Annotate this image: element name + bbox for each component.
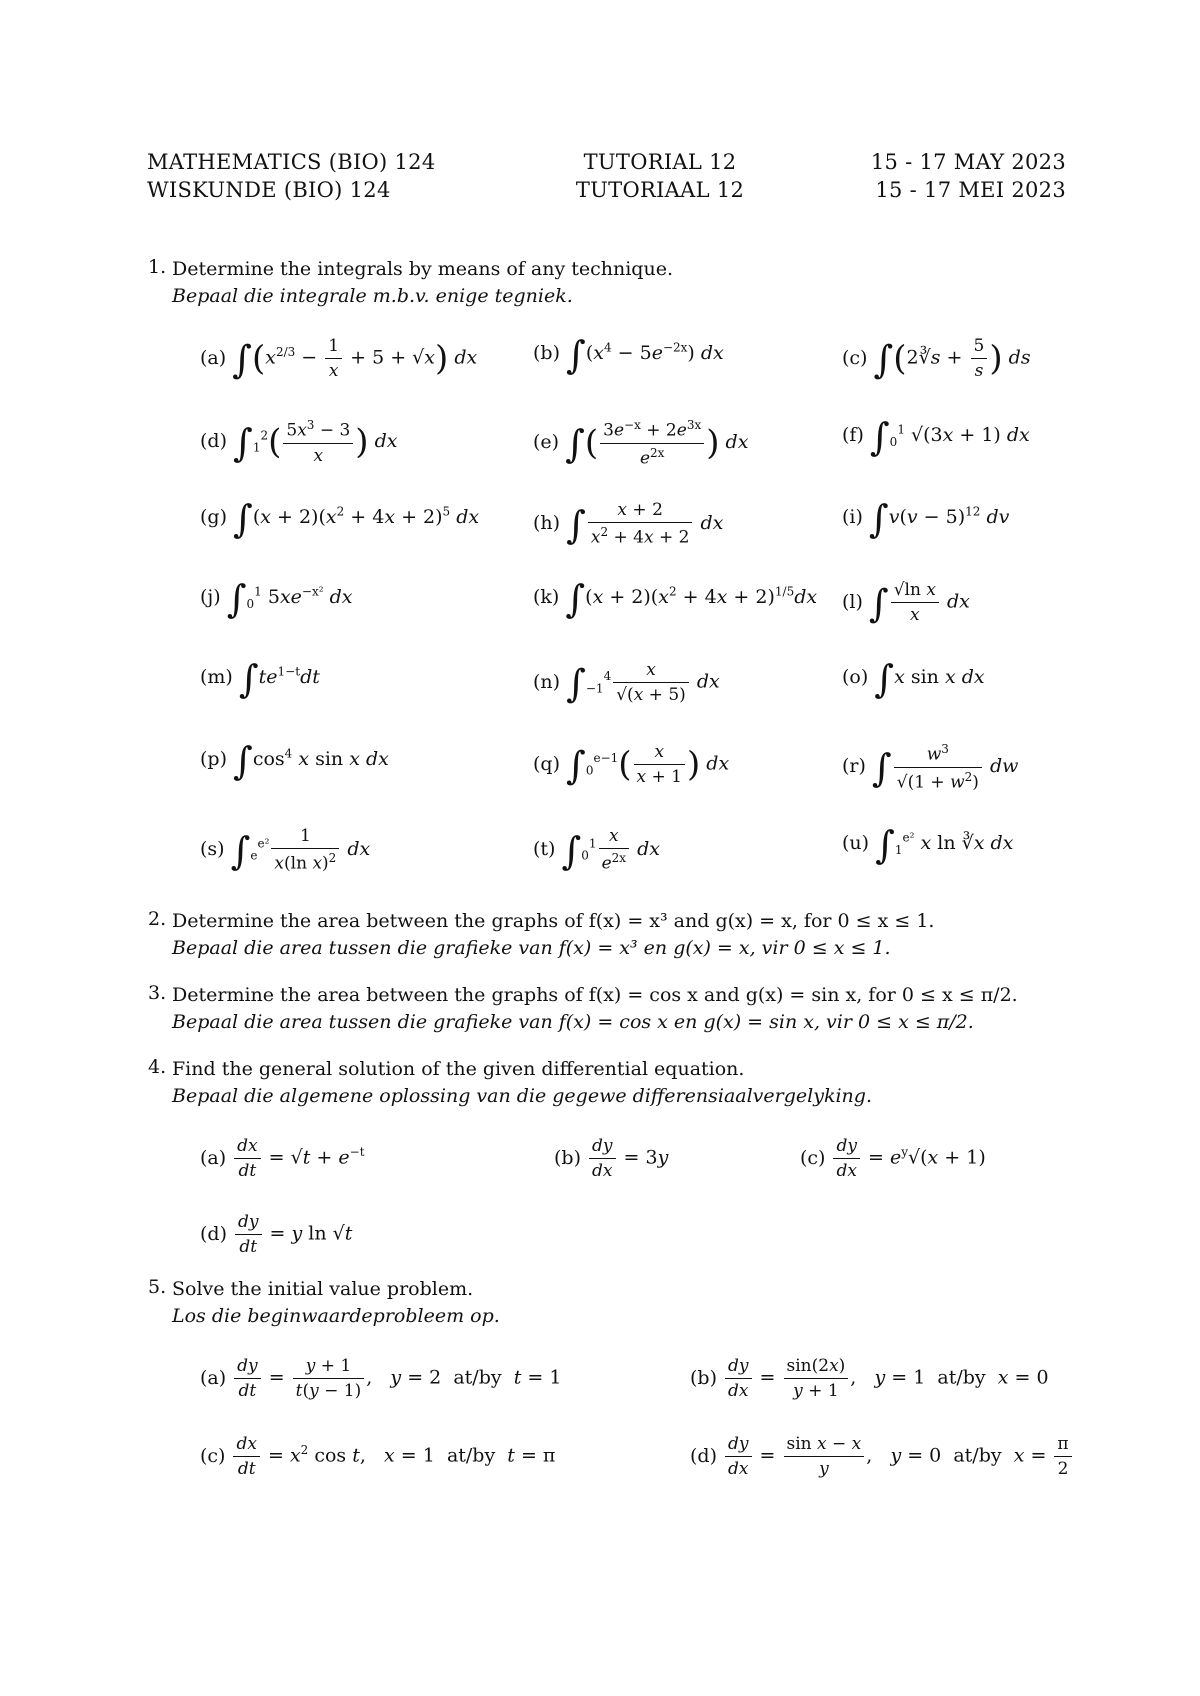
integral-l: (l) ∫ $\frac{\text{√ln x}}{x}$ dx [842, 580, 970, 626]
integral-q: (q) $\int_0^{e-1}$( $\frac{x}{x + 1}$ ) dx [533, 742, 730, 788]
integral-f: (f) $\int_0^1$ √(3x + 1) dx [842, 415, 1030, 459]
date-en: 15 - 17 MAY 2023 [870, 150, 1066, 174]
integral-c: (c) ∫(2∛s + $\frac{5}{s}$ ) ds [842, 336, 1031, 382]
question-2: 2. Determine the area between the graphs of f(x) = x³ and g(x) = x, for 0 ≤ x ≤ 1. Bepaal die area tussen die grafieke van f(x) = x³ en g(x) = x, vir 0 ≤ x ≤ 1. [148, 908, 935, 959]
tutorial-title-af: TUTORIAAL 12 [575, 178, 745, 202]
ivp-d: (d) $\frac{dy}{dx}$ = $\frac{\text{sin x − x}}{y}$ , y = 0 at/by x = $\frac{\pi}{2}$ [690, 1434, 1074, 1479]
de-d: (d) $\frac{dy}{dt}$ = y ln √t [200, 1212, 353, 1257]
integral-e: (e) ∫( $\frac{3e^{-x} + 2e^{3x}}{e^{2x}}$ ) dx [533, 418, 749, 469]
date-af: 15 - 17 MEI 2023 [875, 178, 1066, 202]
question-1: 1. Determine the integrals by means of any technique. Bepaal die integrale m.b.v. enige tegniek. [148, 256, 673, 307]
integral-g: (g) $\int(x + 2)(x^2 + 4x + 2)^5$ dx [200, 497, 480, 541]
integral-u: (u) $\int_1^{e^2}$ x ln ∛x dx [842, 823, 1014, 867]
integral-b: (b) $\int(x^4 - 5e^{-2x})$ dx [533, 333, 724, 377]
integral-r: (r) ∫ $\frac{w^3}{√(1 + w^2)}$ dw [842, 742, 1019, 793]
de-c: (c) $\frac{dy}{dx}$ = $e^y√(x + 1)$ [800, 1136, 986, 1181]
ivp-c: (c) $\frac{dx}{dt}$ = $x^2$ cos t, x = 1 at/by t = π [200, 1434, 556, 1479]
integral-i: (i) $\int v(v - 5)^{12}$ dv [842, 497, 1010, 541]
ivp-b: (b) $\frac{dy}{dx}$ = $\frac{\sin(2x)}{y + 1}$ , y = 1 at/by x = 0 [690, 1356, 1049, 1401]
course-title-af: WISKUNDE (BIO) 124 [147, 178, 391, 202]
integral-d: (d) $\int_1^2$( $\frac{5x^3 - 3}{x}$ ) dx [200, 418, 398, 466]
ivp-a: (a) $\frac{dy}{dt}$ = $\frac{y + 1}{t(y - 1)}$ , y = 2 at/by t = 1 [200, 1356, 562, 1401]
de-a: (a) $\frac{dx}{dt}$ = $√t + e^{-t}$ [200, 1136, 365, 1181]
integral-m: (m) $\int te^{1-t}dt$ [200, 657, 320, 701]
integral-p: (p) $\int\cos^4$ x sin x dx [200, 739, 389, 783]
integral-s: (s) $\int_e^{e^2}$ $\frac{1}{x(\ln x)^2}$ dx [200, 826, 371, 874]
tutorial-title-en: TUTORIAL 12 [583, 150, 737, 174]
integral-a: (a) $\int(x^{2/3}$ − $\frac{1}{x}$ + 5 + √x) dx [200, 336, 478, 382]
question-5: 5. Solve the initial value problem. Los die beginwaardeprobleem op. [148, 1276, 500, 1327]
de-b: (b) $\frac{dy}{dx}$ = 3y [554, 1136, 669, 1181]
integral-t: (t) $\int_0^1$ $\frac{x}{e^{2x}}$ dx [533, 826, 660, 874]
course-title-en: MATHEMATICS (BIO) 124 [147, 150, 436, 174]
integral-o: (o) ∫x sin x dx [842, 657, 985, 701]
integral-j: (j) $\int_0^1$ $5xe^{-x^2}$ dx [200, 577, 353, 621]
integral-h: (h) ∫ $\frac{x + 2}{x^2 + 4x + 2}$ dx [533, 500, 724, 548]
integral-k: (k) $\int(x + 2)(x^2 + 4x + 2)^{1/5}dx$ [533, 577, 818, 621]
question-4: 4. Find the general solution of the given differential equation. Bepaal die algemene oplossing van die gegewe differensiaalvergelyking. [148, 1056, 872, 1107]
integral-n: (n) $\int_{-1}^4$ $\frac{x}{√(x + 5)}$ dx [533, 660, 720, 706]
question-3: 3. Determine the area between the graphs of f(x) = cos x and g(x) = sin x, for 0 ≤ x ≤ π/2. Bepaal die area tussen die grafieke van f(x) = cos x en g(x) = sin x, vir 0 ≤ x ≤ π/2. [148, 982, 1018, 1033]
